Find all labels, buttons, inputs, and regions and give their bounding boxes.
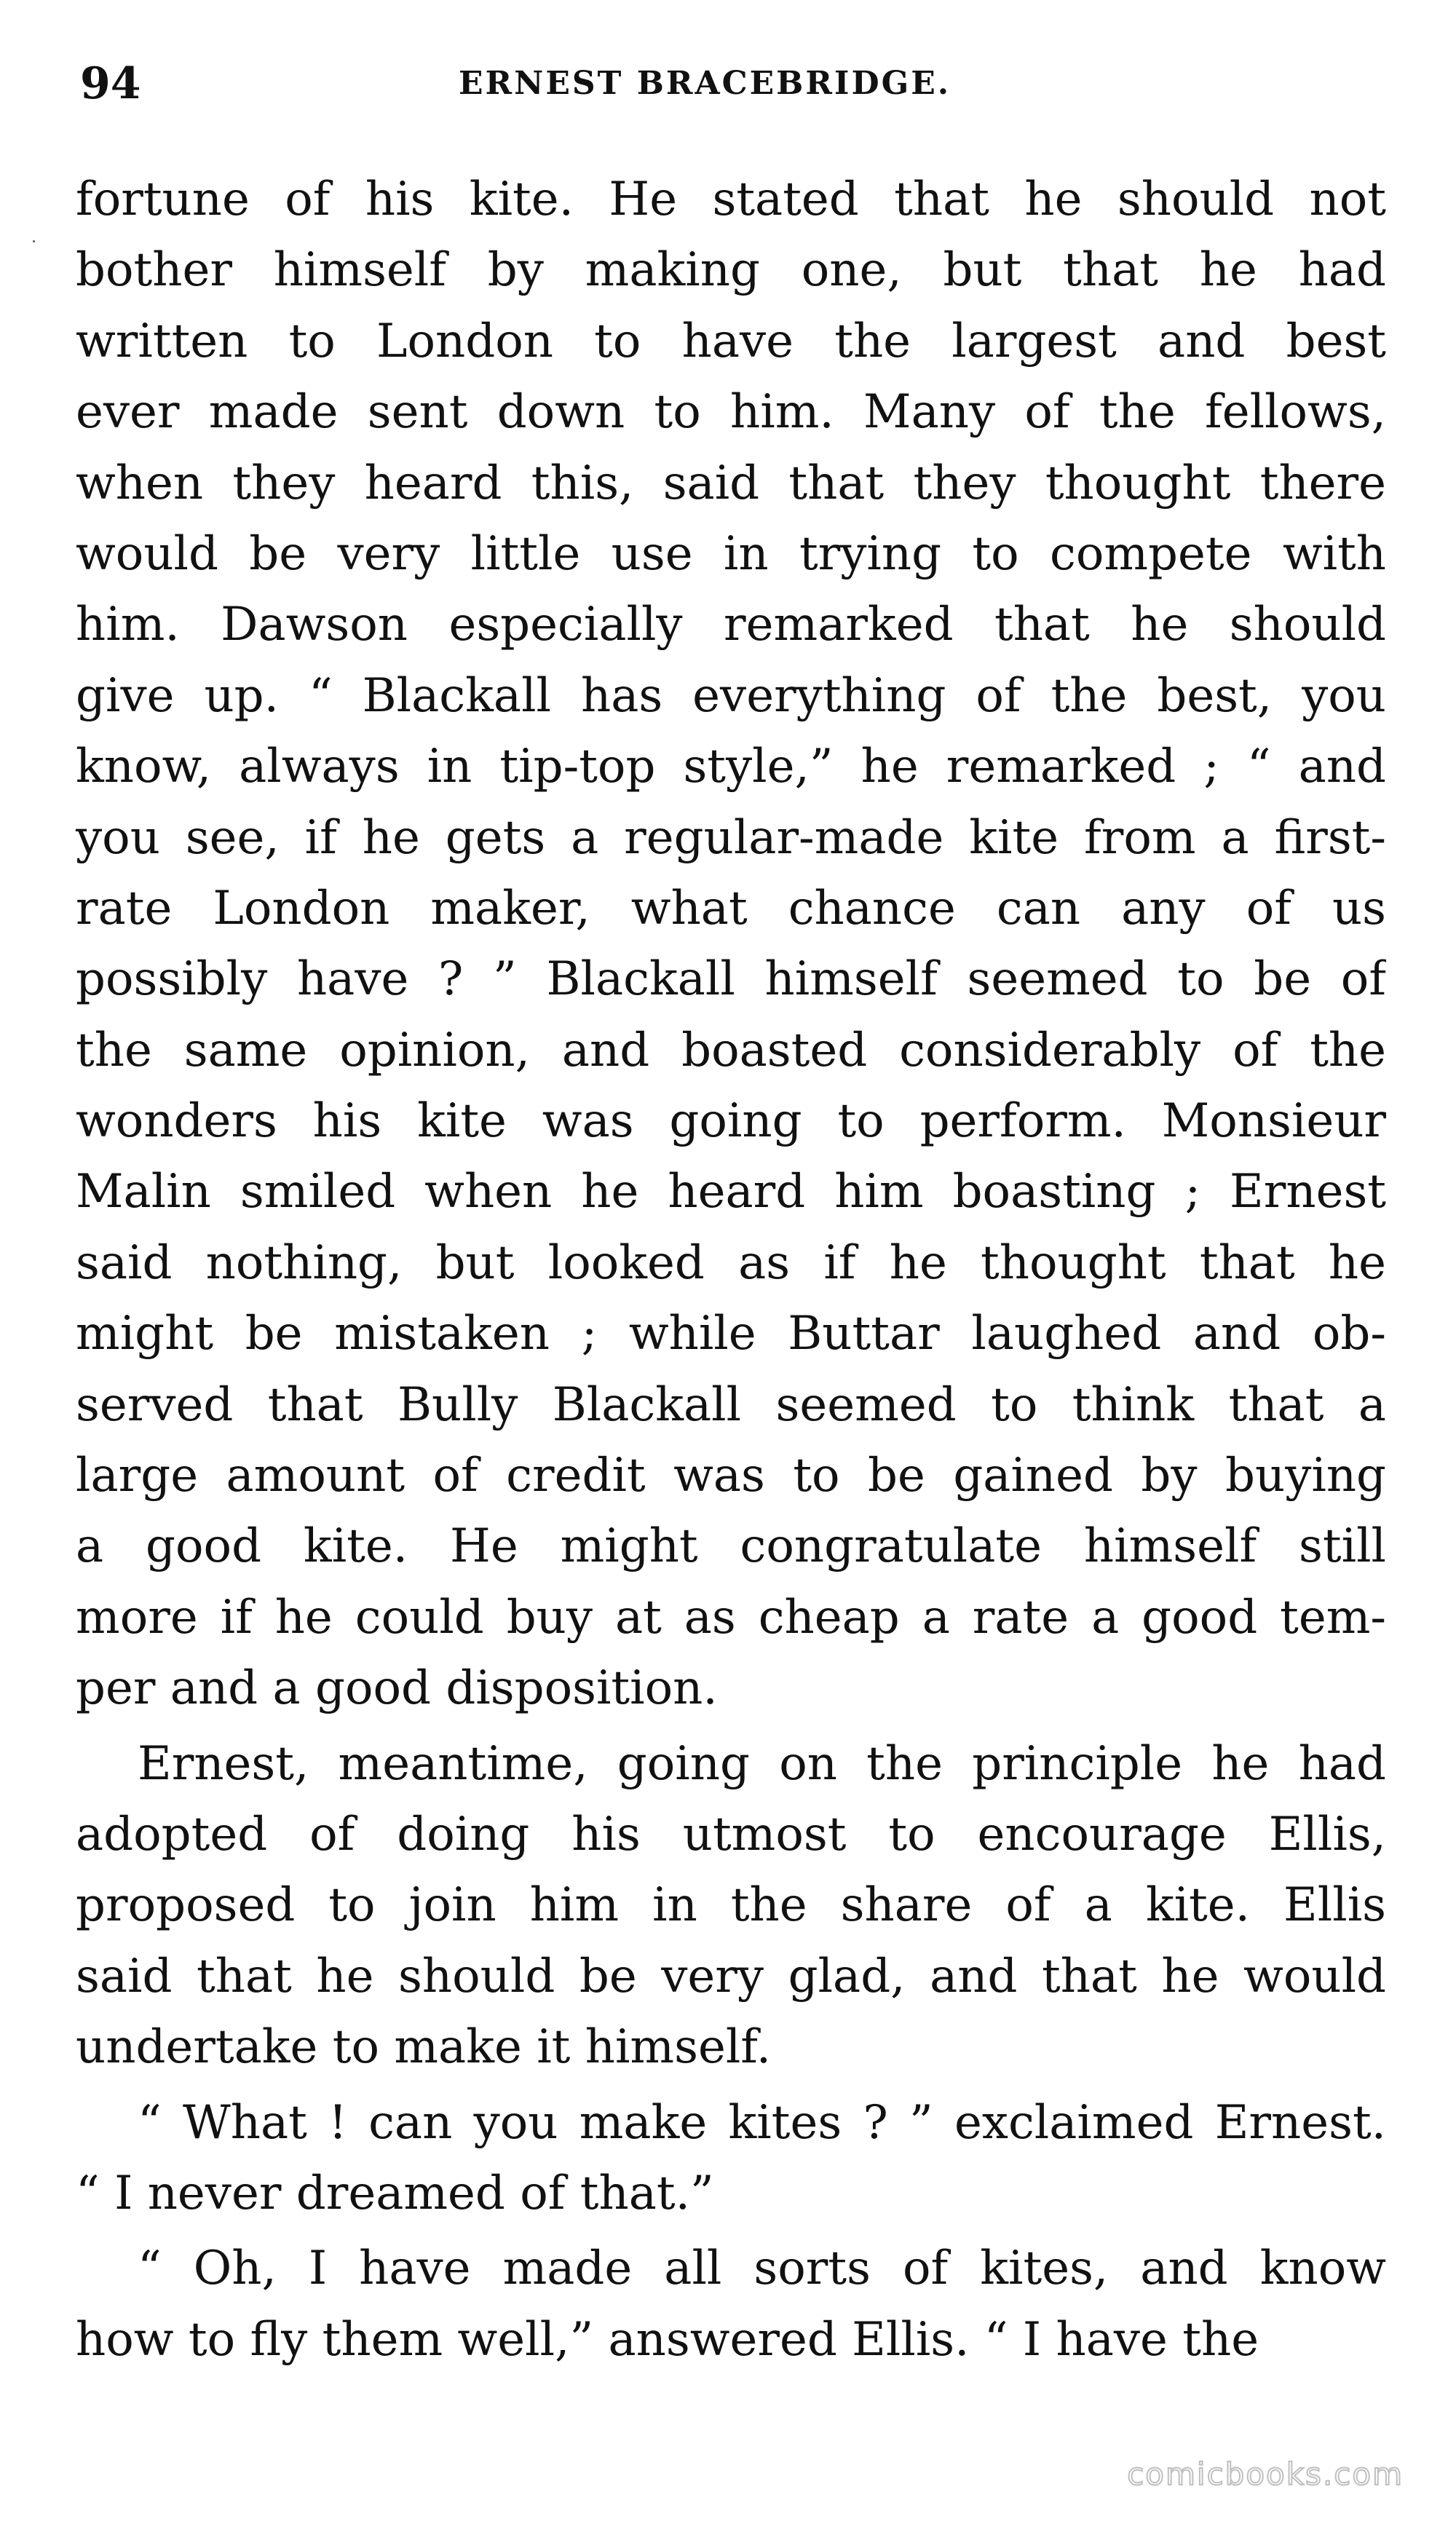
text-line: per and a good disposition.	[76, 1661, 718, 1716]
text-line: fortune of his kite. He stated that he should not	[76, 173, 1386, 226]
text-line: said nothing, but looked as if he thought that he	[76, 1235, 1386, 1290]
text-line: possibly have ? ” Blackall himself seemed to be of	[76, 952, 1386, 1007]
text-line: ever made sent down to him. Many of the fellows,	[76, 385, 1386, 440]
paragraph	[76, 165, 1386, 1725]
text-line: a good kite. He might congratulate himself still	[76, 1519, 1386, 1574]
text-line: proposed to join him in the share of a kite. Ellis	[76, 1878, 1386, 1933]
text-line: would be very little use in trying to compete with	[76, 526, 1386, 581]
paragraph	[76, 2234, 1386, 2375]
text-line: undertake to make it himself.	[76, 2020, 772, 2075]
text-line: served that Bully Blackall seemed to think that a	[76, 1377, 1386, 1432]
text-line: how to fly them well,” answered Ellis. “ I have the	[76, 2312, 1259, 2367]
watermark-logo: comicbooks.com	[1127, 2456, 1404, 2492]
text-line: large amount of credit was to be gained by buying	[76, 1449, 1386, 1503]
text-line: him. Dawson especially remarked that he should	[76, 598, 1386, 652]
text-line: Malin smiled when he heard him boasting ; Ernest	[76, 1165, 1386, 1219]
text-line: “ I never dreamed of that.”	[76, 2166, 714, 2220]
text-line: rate London maker, what chance can any of us	[76, 881, 1386, 935]
text-line: “ What ! can you make kites ? ” exclaimed Ernest.	[138, 2095, 1386, 2150]
text-line: might be mistaken ; while Buttar laughed and ob-	[76, 1307, 1386, 1361]
text-line: “ Oh, I have made all sorts of kites, and know	[138, 2242, 1386, 2296]
page-number: 94	[80, 58, 141, 109]
running-head-title: ERNEST BRACEBRIDGE.	[459, 65, 951, 102]
text-line: when they heard this, said that they thought there	[76, 456, 1386, 510]
text-line: said that he should be very glad, and that he would	[76, 1949, 1386, 2003]
text-line: wonders his kite was going to perform. Monsieur	[76, 1094, 1386, 1149]
text-line: the same opinion, and boasted considerably of the	[76, 1023, 1386, 1077]
text-line: you see, if he gets a regular-made kite from a first-	[76, 810, 1386, 865]
text-line: know, always in tip-top style,” he remarked ; “ and	[76, 740, 1386, 794]
body-text	[76, 165, 1386, 2375]
page-header	[80, 51, 1383, 116]
text-line: more if he could buy at as cheap a rate a good tem-	[76, 1590, 1386, 1645]
paragraph	[76, 1729, 1386, 2084]
print-speck	[33, 240, 35, 242]
text-line: bother himself by making one, but that he had	[76, 243, 1386, 298]
text-line: Ernest, meantime, going on the principle he had	[138, 1736, 1386, 1791]
text-line: adopted of doing his utmost to encourage Ellis,	[76, 1807, 1386, 1862]
text-line: written to London to have the largest and best	[76, 314, 1386, 368]
paragraph	[76, 2088, 1386, 2230]
text-line: give up. “ Blackall has everything of the best, you	[76, 668, 1386, 723]
